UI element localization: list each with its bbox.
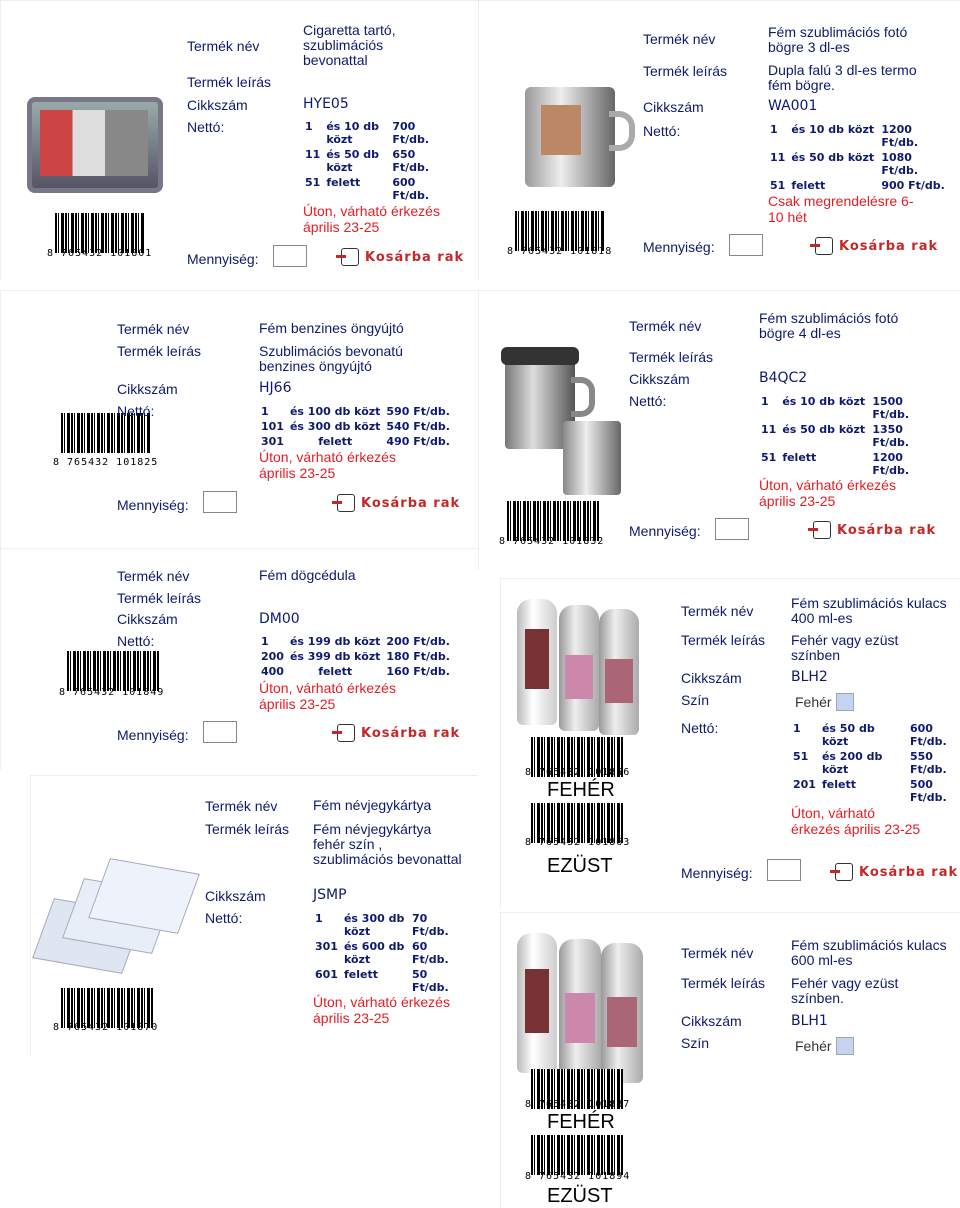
label-desc: Termék leírás: [205, 821, 290, 837]
product-card: [500, 578, 960, 908]
product-card: [0, 290, 478, 548]
label-net: Nettó:: [205, 910, 243, 926]
product-name: Fém szublimációs kulacs 400 ml-es: [791, 595, 947, 626]
label-name: Termék név: [187, 38, 260, 54]
barcode: [507, 501, 599, 541]
quantity-input[interactable]: [203, 491, 237, 513]
cart-icon: [813, 521, 831, 539]
availability-status: Úton, várható érkezés április 23-25: [259, 680, 396, 712]
cart-icon: [341, 248, 359, 266]
color-select[interactable]: Fehér: [795, 1037, 854, 1055]
add-to-cart-button[interactable]: Kosárba rak: [835, 863, 958, 881]
barcode-caption: FEHÉR: [547, 779, 615, 801]
color-select[interactable]: Fehér: [795, 693, 854, 711]
label-net: Nettó:: [629, 393, 667, 409]
barcode-caption: FEHÉR: [547, 1111, 615, 1133]
quantity-input[interactable]: [715, 518, 749, 540]
barcode: [515, 211, 605, 251]
product-image: [601, 943, 643, 1083]
product-image: [559, 605, 599, 731]
label-sku: Cikkszám: [681, 670, 742, 686]
product-image: [43, 866, 193, 976]
cart-icon: [337, 724, 355, 742]
product-image: [599, 609, 639, 735]
price-table: 1 és 10 db közt 1500 Ft/db. 11 és 50 db közt 1350 Ft/db. 51 felett 1200 Ft/db.: [761, 395, 910, 477]
label-name: Termék név: [681, 603, 754, 619]
product-name: Fém névjegykártya: [313, 797, 432, 813]
product-card: [478, 290, 960, 570]
product-name: Fém szublimációs kulacs 600 ml-es: [791, 937, 947, 968]
price-table: 1 és 199 db közt 200 Ft/db. 200 és 399 db közt 180 Ft/db. 400 felett 160 Ft/db.: [261, 635, 450, 678]
label-net: Nettó:: [187, 119, 225, 135]
label-sku: Cikkszám: [117, 611, 178, 627]
label-sku: Cikkszám: [643, 99, 704, 115]
label-desc: Termék leírás: [681, 632, 766, 648]
product-desc: Fehér vagy ezüst színben.: [791, 975, 899, 1006]
product-name: Cigaretta tartó, szublimációs bevonattal: [303, 22, 396, 68]
product-image: [559, 939, 601, 1079]
barcode-number: 8 765432 101863: [525, 837, 631, 848]
availability-status: Úton, várható érkezés április 23-25: [303, 203, 440, 235]
add-to-cart-button[interactable]: Kosárba rak: [813, 521, 936, 539]
label-name: Termék név: [117, 321, 190, 337]
add-to-cart-button[interactable]: Kosárba rak: [337, 724, 460, 742]
cart-icon: [337, 494, 355, 512]
product-card: [30, 775, 478, 1055]
barcode-number: 8 765432 101887: [525, 1099, 631, 1110]
label-sku: Cikkszám: [629, 371, 690, 387]
label-qty: Mennyiség:: [681, 865, 753, 881]
quantity-input[interactable]: [729, 234, 763, 256]
barcode: [531, 1135, 623, 1175]
price-table: 1 és 10 db közt 700 Ft/db. 11 és 50 db közt 650 Ft/db. 51 felett 600 Ft/db.: [305, 120, 430, 202]
label-net: Nettó:: [643, 123, 681, 139]
label-qty: Mennyiség:: [117, 727, 189, 743]
barcode-number: 8 765432 101856: [525, 767, 631, 778]
availability-status: Úton, várható érkezés április 23-25: [313, 994, 450, 1026]
label-sku: Cikkszám: [117, 381, 178, 397]
product-name: Fém szublimációs fotó bögre 3 dl-es: [768, 24, 908, 55]
product-desc: Szublimációs bevonatú benzines öngyújtó: [259, 343, 403, 374]
availability-status: Úton, várható érkezés április 23-25: [759, 477, 896, 509]
product-desc: Fém névjegykártya fehér szín , szublimációs bevonattal: [313, 821, 462, 867]
barcode: [61, 413, 151, 453]
barcode-caption: EZÜST: [547, 1185, 613, 1207]
label-desc: Termék leírás: [187, 74, 272, 90]
label-color: Szín: [681, 1035, 710, 1051]
label-sku: Cikkszám: [187, 97, 248, 113]
availability-status: Csak megrendelésre 6-10 hét: [768, 193, 914, 225]
label-net: Nettó:: [681, 720, 719, 736]
barcode: [67, 651, 159, 691]
cart-icon: [815, 237, 833, 255]
product-name: Fém szublimációs fotó bögre 4 dl-es: [759, 310, 899, 341]
product-sku: HJ66: [259, 380, 292, 396]
product-card: [500, 912, 960, 1208]
price-table: 1 és 300 db közt 70 Ft/db. 301 és 600 db közt 60 Ft/db. 601 felett 50 Ft/db.: [315, 912, 449, 994]
label-qty: Mennyiség:: [117, 497, 189, 513]
label-desc: Termék leírás: [681, 975, 766, 991]
product-sku: BLH2: [791, 669, 828, 685]
label-name: Termék név: [117, 568, 190, 584]
product-image: [517, 933, 557, 1073]
label-net: Nettó:: [117, 633, 155, 649]
label-color: Szín: [681, 692, 710, 708]
product-desc: Fehér vagy ezüst színben: [791, 632, 899, 663]
product-sku: B4QC2: [759, 370, 808, 386]
product-name: Fém dögcédula: [259, 567, 356, 583]
product-sku: BLH1: [791, 1013, 828, 1029]
price-table: 1 és 10 db közt 1200 Ft/db. 11 és 50 db közt 1080 Ft/db. 51 felett 900 Ft/db.: [770, 123, 945, 192]
quantity-input[interactable]: [273, 245, 307, 267]
barcode-caption: EZÜST: [547, 855, 613, 877]
barcode-number: 8 765432 101870: [53, 1022, 159, 1033]
price-table: 1 és 100 db közt 590 Ft/db. 101 és 300 db közt 540 Ft/db. 301 felett 490 Ft/db.: [261, 405, 450, 448]
label-desc: Termék leírás: [643, 63, 728, 79]
quantity-input[interactable]: [767, 859, 801, 881]
barcode-number: 8 765432 101801: [47, 248, 153, 259]
barcode: [55, 213, 145, 253]
product-sku: WA001: [768, 98, 818, 114]
price-table: 1 és 50 db közt 600 Ft/db. 51 és 200 db közt 550 Ft/db. 201 felett 500 Ft/db.: [793, 722, 947, 804]
quantity-input[interactable]: [203, 721, 237, 743]
product-card: [0, 548, 478, 770]
barcode-number: 8 765432 101825: [53, 457, 159, 468]
label-desc: Termék leírás: [629, 349, 714, 365]
cart-icon: [835, 863, 853, 881]
product-image: [27, 97, 163, 193]
barcode-number: 8 765432 101849: [59, 687, 165, 698]
label-name: Termék név: [681, 945, 754, 961]
label-desc: Termék leírás: [117, 343, 202, 359]
product-card: [478, 0, 960, 280]
label-qty: Mennyiség:: [187, 251, 259, 267]
product-card: [0, 0, 478, 280]
color-swatch: [836, 1037, 854, 1055]
product-desc: Dupla falú 3 dl-es termo fém bögre.: [768, 62, 917, 93]
product-image: [517, 599, 557, 725]
barcode-number: 8 765432 101894: [525, 1171, 631, 1182]
product-image: [525, 87, 615, 187]
label-name: Termék név: [205, 798, 278, 814]
product-sku: HYE05: [303, 96, 349, 112]
label-sku: Cikkszám: [205, 888, 266, 904]
product-name: Fém benzines öngyújtó: [259, 320, 404, 336]
label-sku: Cikkszám: [681, 1013, 742, 1029]
label-qty: Mennyiség:: [629, 523, 701, 539]
label-net: Nettó:: [117, 403, 155, 419]
label-name: Termék név: [629, 318, 702, 334]
barcode-number: 8 765432 101818: [507, 246, 613, 257]
product-sku: DM00: [259, 611, 300, 627]
availability-status: Úton, várható érkezés április 23-25: [259, 449, 396, 481]
product-sku: JSMP: [313, 887, 347, 903]
add-to-cart-button[interactable]: Kosárba rak: [341, 248, 464, 266]
label-qty: Mennyiség:: [643, 239, 715, 255]
barcode-number: 8 765432 101832: [499, 536, 605, 547]
label-desc: Termék leírás: [117, 590, 202, 606]
label-name: Termék név: [643, 31, 716, 47]
add-to-cart-button[interactable]: Kosárba rak: [337, 494, 460, 512]
availability-status: Úton, várható érkezés április 23-25: [791, 805, 921, 837]
product-image: [563, 421, 621, 495]
add-to-cart-button[interactable]: Kosárba rak: [815, 237, 938, 255]
color-swatch: [836, 693, 854, 711]
